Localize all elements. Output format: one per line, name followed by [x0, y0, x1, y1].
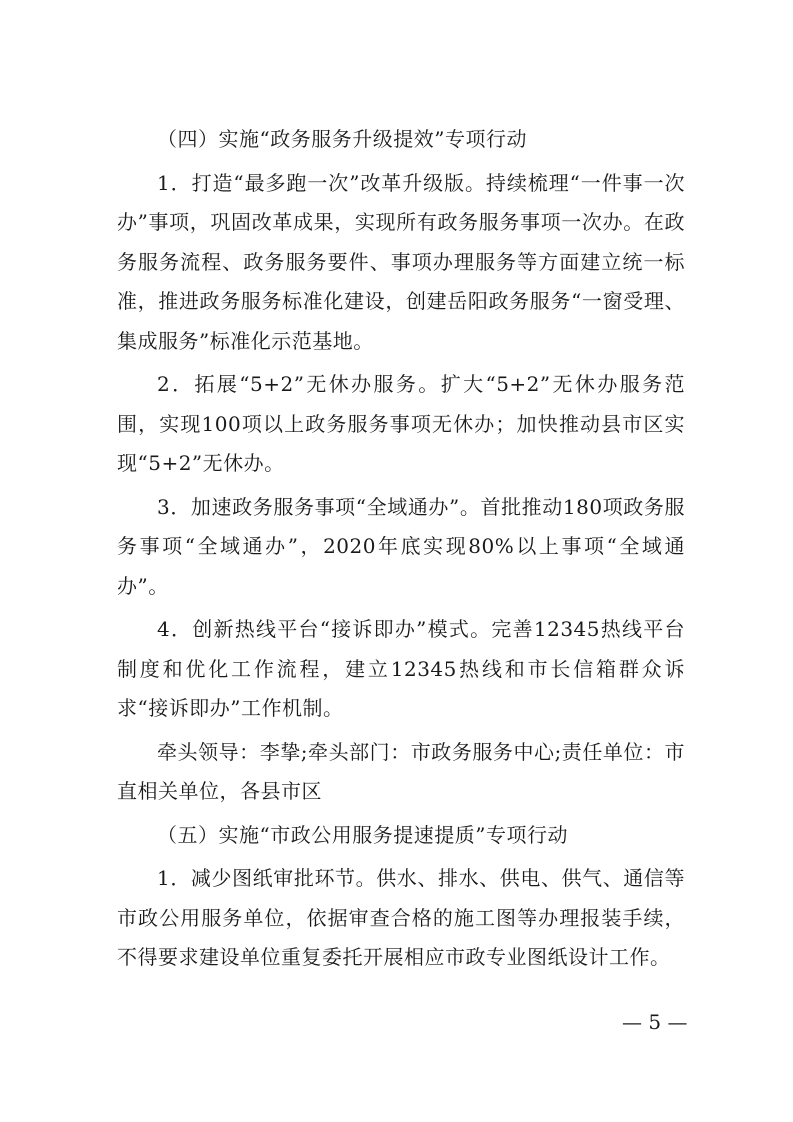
section4-item-3: 3．加速政务服务事项“全域通办”。首批推动180项政务服务事项“全域通办”，2020年底实现80%以上事项“全域通办”。 [117, 494, 685, 598]
document-body [117, 120, 685, 982]
section4-item-4: 4．创新热线平台“接诉即办”模式。完善12345热线平台制度和优化工作流程，建立12345热线和市长信箱群众诉求“接诉即办”工作机制。 [117, 617, 685, 720]
section4-responsibility: 牵头领导：李挚;牵头部门：市政务服务中心;责任单位：市直相关单位，各县市区 [117, 739, 685, 803]
page-number: — 5 — [622, 1010, 688, 1034]
section5-item-1: 1．减少图纸审批环节。供水、排水、供电、供气、通信等市政公用服务单位，依据审查合格的施工图等办理报装手续，不得要求建设单位重复委托开展相应市政专业图纸设计工作。 [117, 866, 685, 969]
section4-item-1: 1．打造“最多跑一次”改革升级版。持续梳理“一件事一次办”事项，巩固改革成果，实现所有政务服务事项一次办。在政务服务流程、政务服务要件、事项办理服务等方面建立统一标准，推进政务服务标准化建设，创建岳阳政务服务“一窗受理、集成服务”标准化示范基地。 [117, 170, 685, 353]
section4-heading: （四）实施“政务服务升级提效”专项行动 [157, 127, 527, 151]
section5-heading: （五）实施“市政公用服务提速提质”专项行动 [157, 822, 568, 847]
section4-item-2: 2．拓展“5+2”无休办服务。扩大“5+2”无休办服务范围，实现100项以上政务服务事项无休办；加快推动县市区实现“5+2”无休办。 [117, 372, 685, 475]
